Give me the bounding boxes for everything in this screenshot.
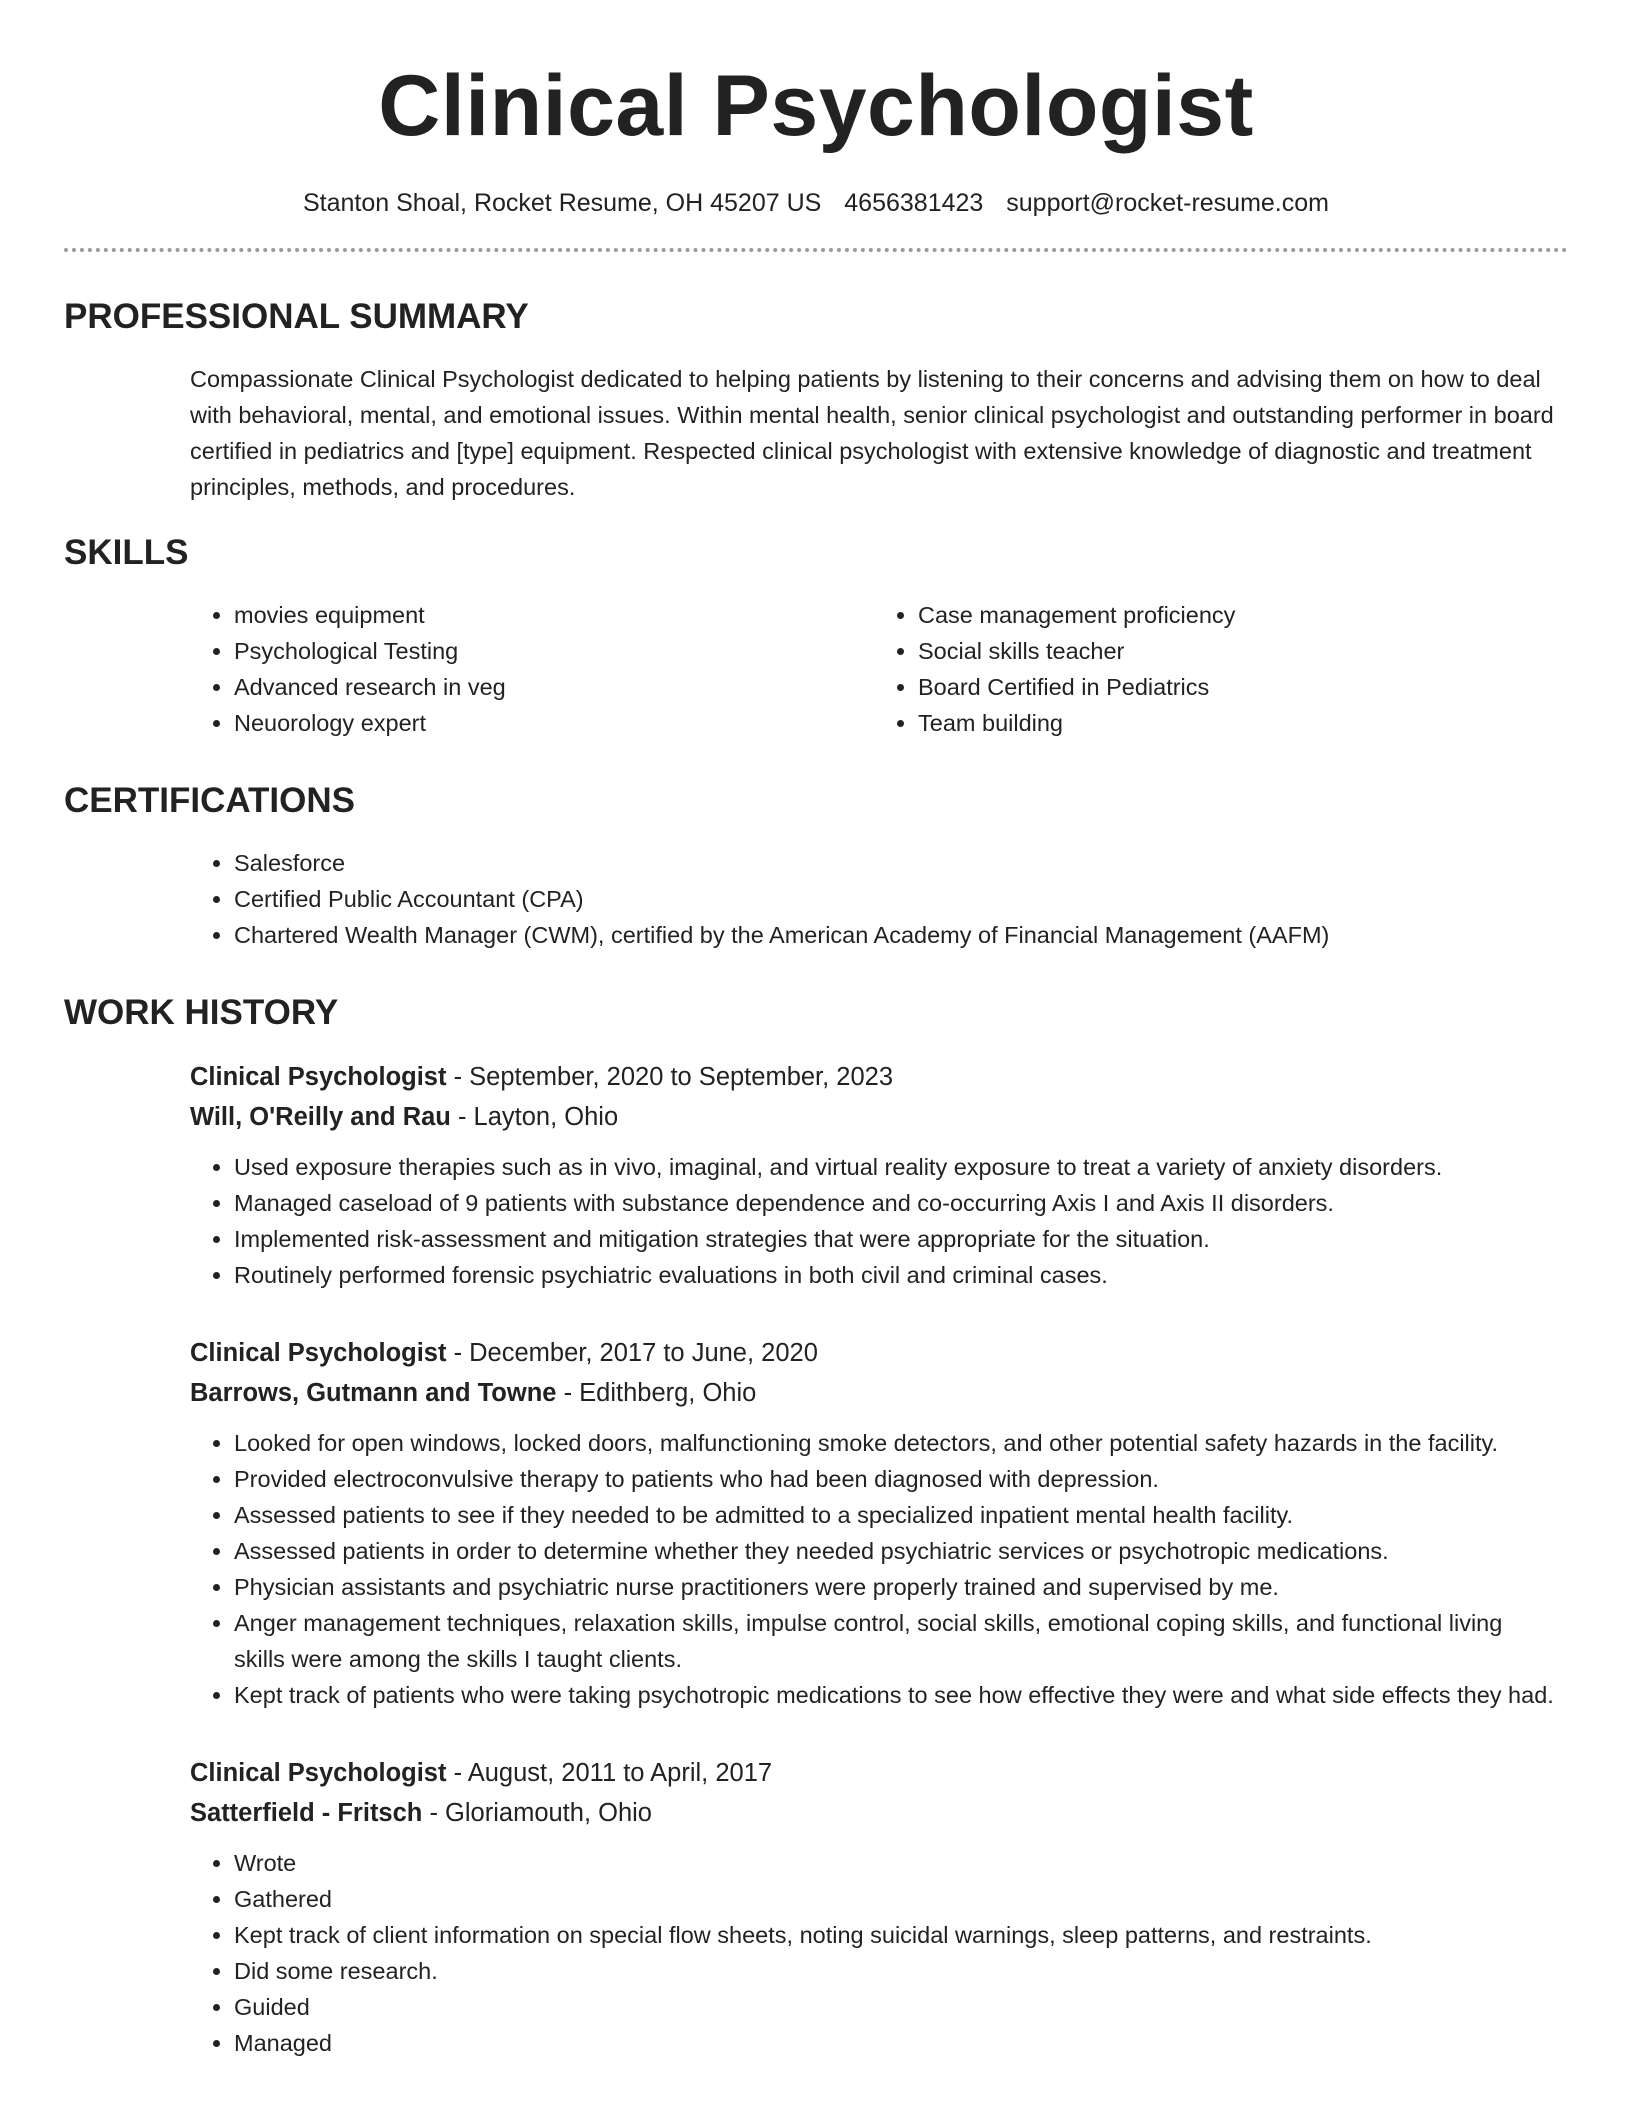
job-bullet: • Managed <box>234 2025 1558 2061</box>
skills-grid <box>190 597 1558 741</box>
job-bullet: • Looked for open windows, locked doors, malfunctioning smoke detectors, and other potential safety hazards in the facility. <box>234 1425 1558 1461</box>
job-bullet: • Guided <box>234 1989 1558 2025</box>
job-bullet: • Used exposure therapies such as in vivo, imaginal, and virtual reality exposure to treat a variety of anxiety disorders. <box>234 1149 1558 1185</box>
job-entry <box>190 1057 1558 1293</box>
job-bullet: • Wrote <box>234 1845 1558 1881</box>
certification-item: • Certified Public Accountant (CPA) <box>234 881 1558 917</box>
job-title-line <box>190 1057 1558 1097</box>
job-bullets <box>190 1845 1558 2061</box>
job-entry <box>190 1333 1558 1713</box>
skill-item: • Psychological Testing <box>234 633 874 669</box>
job-bullet: • Kept track of client information on special flow sheets, noting suicidal warnings, sleep patterns, and restraints. <box>234 1917 1558 1953</box>
job-company: Satterfield - Fritsch <box>190 1799 423 1827</box>
skill-item: • Board Certified in Pediatrics <box>918 669 1558 705</box>
job-bullets <box>190 1425 1558 1713</box>
job-bullet: • Managed caseload of 9 patients with substance dependence and co-occurring Axis I and Axis II disorders. <box>234 1185 1558 1221</box>
job-location: - Edithberg, Ohio <box>556 1379 757 1407</box>
job-title-line <box>190 1333 1558 1373</box>
skill-item: • movies equipment <box>234 597 874 633</box>
job-bullet: • Physician assistants and psychiatric nurse practitioners were properly trained and supervised by me. <box>234 1569 1558 1605</box>
header-divider <box>64 248 1568 252</box>
summary-text: Compassionate Clinical Psychologist dedicated to helping patients by listening to their concerns and advising them on how to deal with behavioral, mental, and emotional issues. Within mental health, senior clinical psychologist and outstanding performer in board certified in pediatrics and [type] equipment. Respected clinical psychologist with extensive knowledge of diagnostic and treatment principles, methods, and procedures. <box>190 366 1554 500</box>
job-company: Barrows, Gutmann and Towne <box>190 1379 557 1407</box>
job-location: - Gloriamouth, Ohio <box>422 1799 652 1827</box>
section-title-skills: SKILLS <box>64 533 189 572</box>
contact-address: Stanton Shoal, Rocket Resume, OH 45207 US <box>302 189 822 217</box>
skills-list-right <box>874 597 1558 741</box>
certifications-block <box>190 845 1558 953</box>
job-title-line <box>190 1753 1558 1793</box>
job-title: Clinical Psychologist <box>190 1339 447 1367</box>
job-title: Clinical Psychologist <box>190 1759 447 1787</box>
certifications-list <box>190 845 1558 953</box>
contact-email: support@rocket-resume.com <box>1006 189 1329 217</box>
job-dates: - December, 2017 to June, 2020 <box>446 1339 818 1367</box>
job-company-line <box>190 1373 1558 1413</box>
contact-phone: 4656381423 <box>844 189 984 217</box>
job-bullet: • Assessed patients in order to determine whether they needed psychiatric services or psychotropic medications. <box>234 1533 1558 1569</box>
job-dates: - September, 2020 to September, 2023 <box>446 1063 894 1091</box>
job-location: - Layton, Ohio <box>450 1103 619 1131</box>
job-entry <box>190 1753 1558 2061</box>
job-bullet: • Implemented risk-assessment and mitigation strategies that were appropriate for the situation. <box>234 1221 1558 1257</box>
job-company: Will, O'Reilly and Rau <box>190 1103 451 1131</box>
job-bullets <box>190 1149 1558 1293</box>
job-company-line <box>190 1793 1558 1833</box>
certification-item: • Chartered Wealth Manager (CWM), certified by the American Academy of Financial Management (AAFM) <box>234 917 1558 953</box>
section-title-work-history: WORK HISTORY <box>64 993 339 1032</box>
skill-item: • Social skills teacher <box>918 633 1558 669</box>
resume-name: Clinical Psychologist <box>378 58 1254 154</box>
section-title-summary: PROFESSIONAL SUMMARY <box>64 297 529 336</box>
certification-item: • Salesforce <box>234 845 1558 881</box>
skill-item: • Case management proficiency <box>918 597 1558 633</box>
job-bullet: • Did some research. <box>234 1953 1558 1989</box>
job-bullet: • Gathered <box>234 1881 1558 1917</box>
job-title: Clinical Psychologist <box>190 1063 447 1091</box>
job-bullet: • Routinely performed forensic psychiatric evaluations in both civil and criminal cases. <box>234 1257 1558 1293</box>
job-bullet: • Assessed patients to see if they needed to be admitted to a specialized inpatient mental health facility. <box>234 1497 1558 1533</box>
skill-item: • Advanced research in veg <box>234 669 874 705</box>
skill-item: • Team building <box>918 705 1558 741</box>
contact-line <box>64 188 1568 218</box>
job-bullet: • Kept track of patients who were taking psychotropic medications to see how effective they were and what side effects they had. <box>234 1677 1558 1713</box>
job-bullet: • Anger management techniques, relaxation skills, impulse control, social skills, emotional coping skills, and functional living skills were among the skills I taught clients. <box>234 1605 1558 1677</box>
skill-item: • Neuorology expert <box>234 705 874 741</box>
skills-list-left <box>190 597 874 741</box>
job-dates: - August, 2011 to April, 2017 <box>446 1759 773 1787</box>
section-title-certifications: CERTIFICATIONS <box>64 781 356 820</box>
job-company-line <box>190 1097 1558 1137</box>
job-bullet: • Provided electroconvulsive therapy to patients who had been diagnosed with depression. <box>234 1461 1558 1497</box>
